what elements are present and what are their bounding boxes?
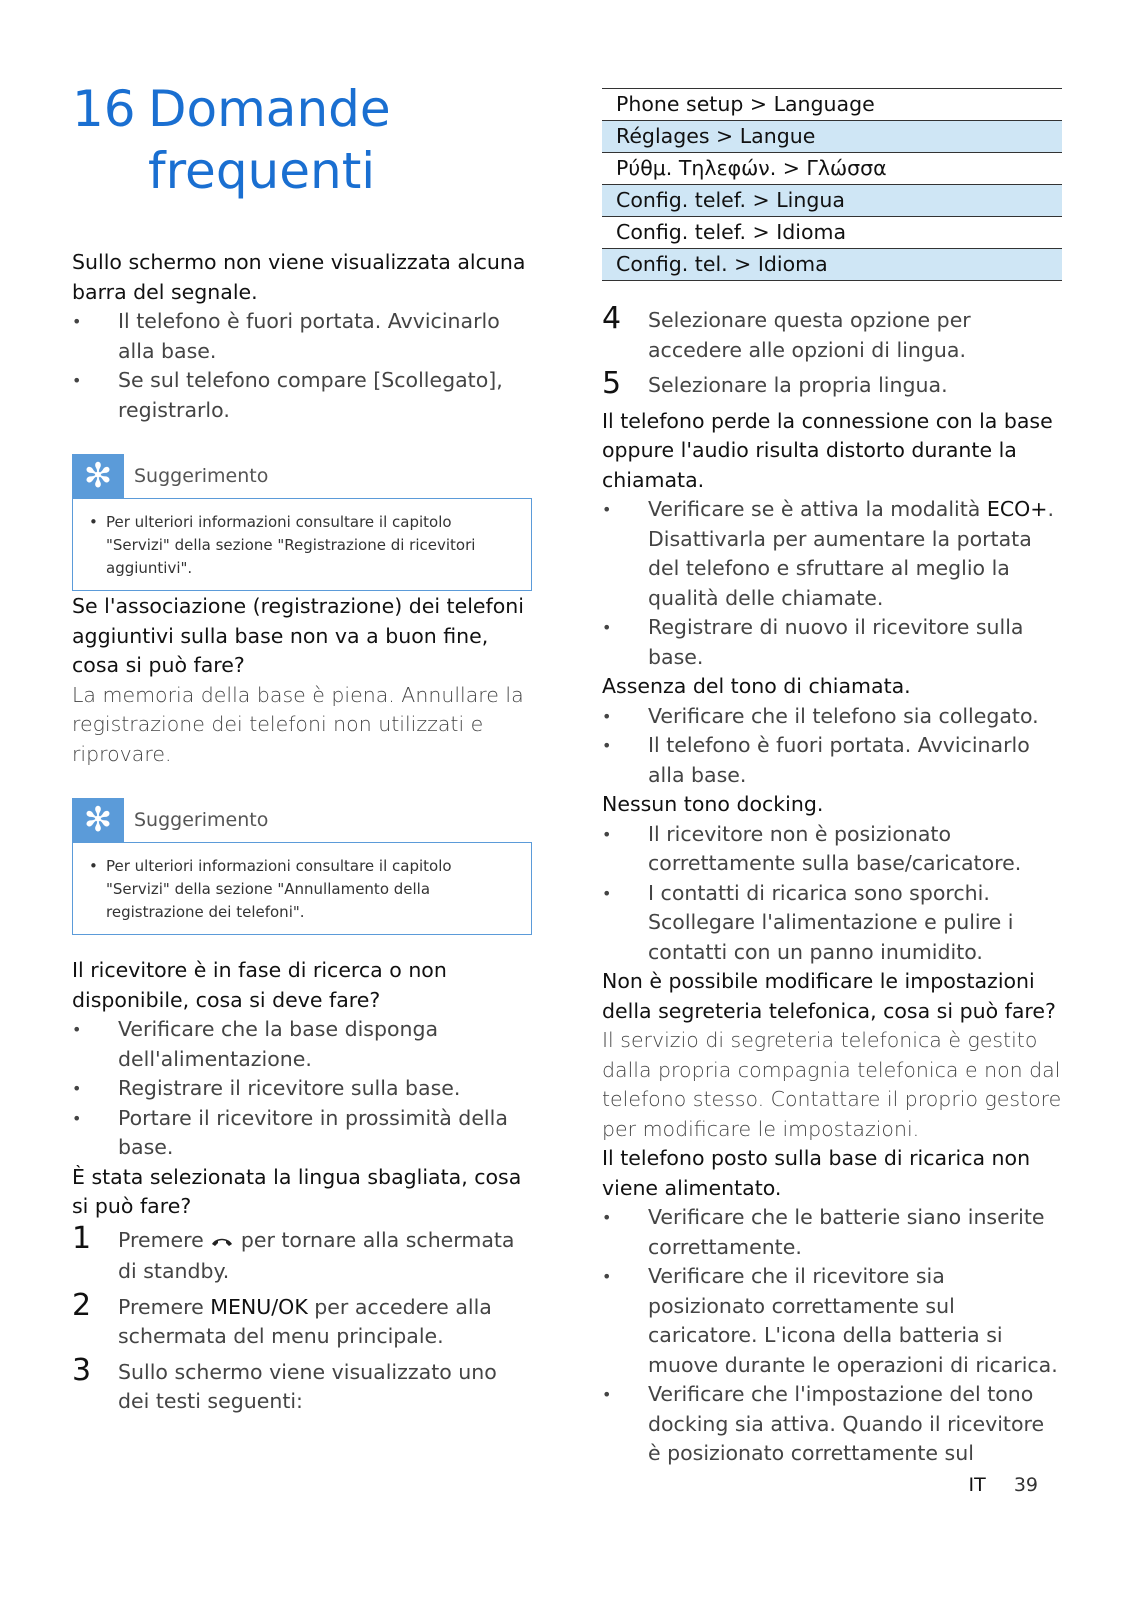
list-item: • Verificare che la base disponga dell'alimentazione.: [72, 1015, 532, 1074]
tip-icon: ✻: [72, 454, 124, 498]
eco-mode-label: ECO+: [986, 497, 1048, 521]
chapter-title: [72, 78, 391, 202]
step-number: 2: [72, 1287, 92, 1323]
list-item: • Registrare di nuovo il ricevitore sulla base.: [602, 613, 1062, 672]
list-item: • Verificare che le batterie siano inserite correttamente.: [602, 1203, 1062, 1262]
question: Non è possibile modificare le impostazioni della segreteria telefonica, cosa si può fare?: [602, 969, 1056, 1023]
answer-list: [72, 1015, 532, 1163]
answer-list: [602, 1203, 1062, 1469]
menu-ok-key: MENU/OK: [210, 1294, 308, 1319]
page-number: 39: [1013, 1474, 1038, 1496]
step-number: 5: [602, 366, 622, 401]
tip-box: [72, 798, 532, 935]
language-row: Phone setup > Language: [602, 89, 1062, 121]
end-call-icon: [210, 1228, 234, 1258]
list-item: • Verificare che l'impostazione del tono docking sia attiva. Quando il ricevitore è posizionato correttamente sul: [602, 1380, 1062, 1469]
list-item: • Verificare che il ricevitore sia posizionato correttamente sul caricatore. L'icona della batteria si muove durante le operazioni di ricarica.: [602, 1262, 1062, 1380]
language-menu-table: [602, 88, 1062, 281]
language-row: Ρύθμ. Τηλεφών. > Γλώσσα: [602, 153, 1062, 185]
step-text: per accedere alla schermata del menu principale.: [118, 1294, 492, 1348]
list-item-text: Verificare se è attiva la modalità: [648, 497, 987, 521]
question: Nessun tono docking.: [602, 792, 824, 816]
step-text: Selezionare questa opzione per accedere alle opzioni di lingua.: [648, 308, 971, 362]
language-row: Config. telef. > Lingua: [602, 185, 1062, 217]
step: [602, 301, 1062, 365]
answer: La memoria della base è piena. Annullare la registrazione dei telefoni non utilizzati e riprovare.: [72, 682, 524, 766]
tip-label: Suggerimento: [134, 465, 269, 487]
question: È stata selezionata la lingua sbagliata, cosa si può fare?: [72, 1164, 522, 1218]
answer-list: [602, 820, 1062, 968]
chapter-title-line1: Domande: [148, 80, 391, 138]
question: Sullo schermo non viene visualizzata alcuna barra del segnale.: [72, 250, 526, 304]
tip-box: [72, 454, 532, 591]
step-number: 1: [72, 1220, 92, 1256]
question: Assenza del tono di chiamata.: [602, 674, 911, 698]
faq-searching: [72, 956, 532, 1423]
chapter-title-line2: frequenti: [148, 142, 376, 200]
chapter-number: 16: [72, 80, 136, 138]
faq-right: [602, 301, 1062, 1469]
step: [72, 1352, 532, 1417]
language-row: Config. tel. > Idioma: [602, 249, 1062, 281]
list-item: • I contatti di ricarica sono sporchi. Scollegare l'alimentazione e pulire i contatti con un panno inumidito.: [602, 879, 1062, 968]
list-item: • Il ricevitore non è posizionato correttamente sulla base/caricatore.: [602, 820, 1062, 879]
question: Il telefono perde la connessione con la base oppure l'audio risulta distorto durante la chiamata.: [602, 408, 1053, 492]
question: Il ricevitore è in fase di ricerca o non disponibile, cosa si deve fare?: [72, 958, 447, 1012]
answer-list: [602, 495, 1062, 672]
question: Se l'associazione (registrazione) dei telefoni aggiuntivi sulla base non va a buon fine, cosa si può fare?: [72, 594, 524, 677]
list-item: • Portare il ricevitore in prossimità della base.: [72, 1104, 532, 1163]
step-number: 4: [602, 301, 622, 336]
list-item: [602, 495, 1062, 613]
answer-list: [602, 702, 1062, 791]
steps-list: [602, 301, 1062, 401]
step-number: 3: [72, 1352, 92, 1388]
step: [72, 1220, 532, 1287]
page-footer: [969, 1474, 1038, 1496]
language-row: Config. telef. > Idioma: [602, 217, 1062, 249]
list-item: • Il telefono è fuori portata. Avvicinarlo alla base.: [602, 731, 1062, 790]
list-item: [72, 366, 532, 425]
step-text: Sullo schermo viene visualizzato uno dei testi seguenti:: [118, 1359, 497, 1413]
answer-list: [72, 307, 532, 425]
tip-text: • Per ulteriori informazioni consultare il capitolo "Servizi" della sezione "Annullamento della registrazione dei telefoni".: [89, 855, 515, 924]
language-row: Réglages > Langue: [602, 121, 1062, 153]
step-text: Premere: [118, 1294, 204, 1319]
list-item: • Registrare il ricevitore sulla base.: [72, 1074, 532, 1104]
list-item: • Verificare che il telefono sia collegato.: [602, 702, 1062, 732]
language-code: IT: [968, 1474, 986, 1496]
step: [72, 1287, 532, 1352]
step-text: per tornare alla schermata di standby.: [118, 1227, 515, 1283]
tip-label: Suggerimento: [134, 809, 269, 831]
answer: Il servizio di segreteria telefonica è gestito dalla propria compagnia telefonica e non dal telefono stesso. Contattare il proprio gestore per modificare le impostazioni.: [602, 1028, 1062, 1141]
list-item: • Il telefono è fuori portata. Avvicinarlo alla base.: [72, 307, 532, 366]
steps-list: [72, 1220, 532, 1417]
step: [602, 366, 1062, 401]
step-text: Premere: [118, 1227, 204, 1252]
question: Il telefono posto sulla base di ricarica non viene alimentato.: [602, 1146, 1031, 1200]
list-item-text: . Disattivarla per aumentare la portata del telefono e sfruttare al meglio la qualità delle chiamate.: [648, 497, 1054, 610]
tip-text: • Per ulteriori informazioni consultare il capitolo "Servizi" della sezione "Registrazione di ricevitori aggiuntivi".: [89, 511, 515, 580]
list-item-text: Se sul telefono compare [Scollegato], registrarlo.: [118, 368, 503, 422]
tip-icon: ✻: [72, 798, 124, 842]
faq-registration: [72, 592, 532, 769]
step-text: Selezionare la propria lingua.: [648, 373, 948, 397]
faq-no-signal: [72, 248, 532, 425]
